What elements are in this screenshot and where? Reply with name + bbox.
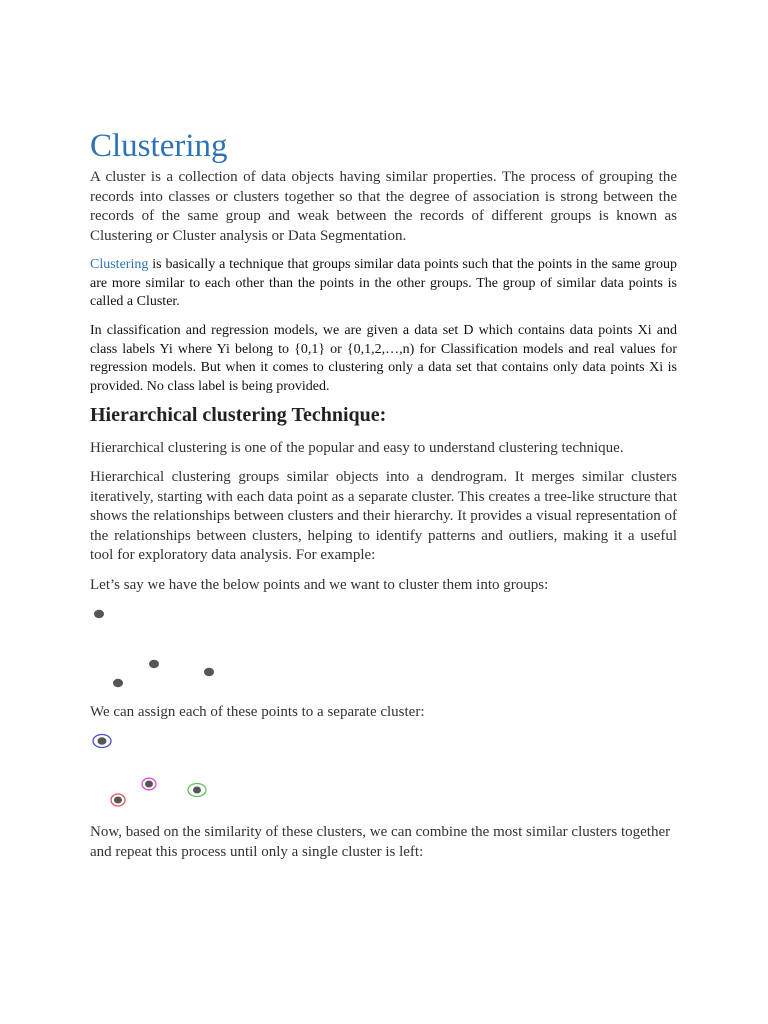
clusters-figure — [93, 735, 206, 807]
data-point — [113, 679, 123, 687]
cluster-ring-blue — [93, 735, 111, 748]
section-heading: Hierarchical clustering Technique: — [90, 404, 387, 426]
data-point — [204, 668, 214, 676]
assign-paragraph: We can assign each of these points to a separate cluster: — [90, 704, 425, 720]
points-intro-paragraph: Let’s say we have the below points and we want to cluster them into groups: — [90, 577, 549, 593]
data-point — [193, 787, 201, 794]
data-point — [94, 610, 104, 618]
cluster-ring-green — [188, 784, 206, 797]
classification-paragraph: In classification and regression models, we are given a data set D which contains data points Xi and class labels Yi where Yi belong to {0,1} or {0,1,2,…,n) for Classification models and real values for regression models. But when it comes to clustering only a data set that contains only data points Xi is provided. No class label is being provided. — [90, 323, 677, 394]
cluster-ring-magenta — [142, 778, 156, 790]
page-title: Clustering — [90, 128, 228, 164]
points-figure — [94, 610, 214, 687]
combine-paragraph: Now, based on the similarity of these clusters, we can combine the most similar clusters together and repeat this process until only a single cluster is left: — [90, 824, 671, 860]
data-point — [114, 797, 122, 804]
hc-description-paragraph: Hierarchical clustering groups similar objects into a dendrogram. It merges similar clusters iteratively, starting with each data point as a separate cluster. This creates a tree-like structure that shows the relationships between clusters and their hierarchy. It provides a visual representation of the relationships between clusters, helping to identify patterns and outliers, making it a useful tool for exploratory data analysis. For example: — [90, 469, 677, 563]
definition-text: is basically a technique that groups similar data points such that the points in the same group are more similar to each other than the points in the other groups. The group of similar data points is called a Cluster. — [90, 257, 677, 309]
data-point — [98, 737, 107, 745]
definition-paragraph — [90, 256, 677, 312]
data-point — [149, 660, 159, 668]
intro-paragraph: A cluster is a collection of data objects having similar properties. The process of grouping the records into classes or clusters together so that the degree of association is strong between the records of the same group and weak between the records of different groups is known as Clustering or Cluster analysis or Data Segmentation. — [90, 169, 677, 244]
hc-intro-paragraph: Hierarchical clustering is one of the popular and easy to understand clustering technique. — [90, 440, 624, 456]
cluster-ring-red — [111, 794, 125, 806]
definition-term: Clustering — [90, 257, 149, 272]
data-point — [145, 781, 153, 788]
